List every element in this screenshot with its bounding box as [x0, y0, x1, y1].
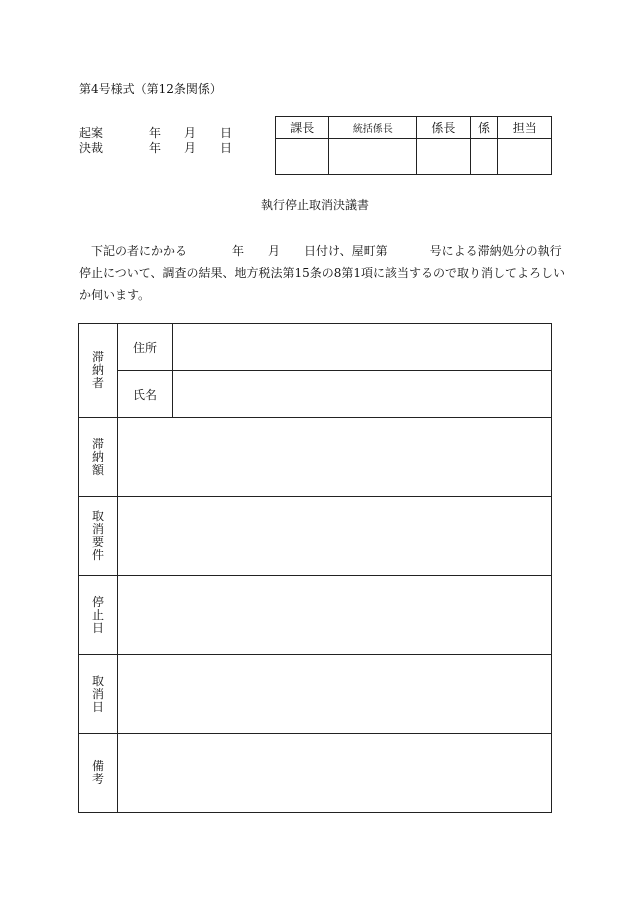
body-line-3: か伺います。	[79, 288, 151, 302]
form-number: 第4号様式（第12条関係）	[79, 82, 222, 96]
document-title: 執行停止取消決議書	[260, 198, 369, 212]
body-line-2: 停止について、調査の結果、地方税法第15条の8第1項に該当するので取り消してよろしい	[79, 266, 566, 280]
body-text-segment: 号による滞納処分の執行	[429, 244, 562, 258]
body-text-segment: 下記の者にかかる	[79, 244, 188, 258]
details-table	[78, 323, 552, 813]
label-char: 考	[91, 772, 104, 786]
body-paragraph	[79, 240, 566, 306]
body-text-segment: 日付け、屋町第	[304, 244, 388, 258]
cancellation-date-label	[79, 655, 118, 734]
body-line-1	[79, 240, 562, 262]
label-char: 者	[91, 376, 104, 390]
approval-header-general-chief: 統括係長	[329, 117, 417, 139]
label-char: 滞	[91, 436, 104, 451]
label-char: 納	[91, 363, 104, 377]
label-char: 要	[91, 535, 104, 549]
address-field[interactable]	[173, 324, 552, 371]
suspension-date-label	[79, 576, 118, 655]
label-char: 消	[91, 522, 104, 536]
suspension-date-field[interactable]	[118, 576, 552, 655]
stamp-cell[interactable]	[470, 139, 498, 175]
approval-date-row	[79, 139, 249, 155]
label-char: 取	[91, 673, 104, 688]
label-char: 件	[91, 548, 104, 562]
label-char: 滞	[91, 350, 104, 364]
name-label: 氏名	[118, 371, 173, 418]
draft-date-row	[79, 124, 249, 140]
decision-label: 決裁	[79, 141, 104, 155]
cancellation-requirements-label	[79, 497, 118, 576]
label-char: 額	[91, 462, 104, 477]
approval-stamp-table	[275, 116, 552, 175]
approval-header-staff: 係	[470, 117, 498, 139]
draft-label: 起案	[79, 126, 104, 140]
stamp-cell[interactable]	[329, 139, 417, 175]
approval-header-subsection-chief: 係長	[417, 117, 470, 139]
approval-header-person-in-charge: 担当	[498, 117, 552, 139]
body-year-label: 年	[232, 244, 245, 258]
label-char: 備	[91, 759, 104, 773]
label-char: 停	[91, 594, 104, 609]
body-month-label: 月	[268, 244, 281, 258]
draft-day-label: 日	[220, 126, 233, 140]
label-char: 日	[91, 620, 104, 635]
label-char: 納	[91, 449, 104, 464]
stamp-cell[interactable]	[417, 139, 470, 175]
cancellation-date-field[interactable]	[118, 655, 552, 734]
draft-year-label: 年	[149, 126, 162, 140]
label-char: 取	[91, 509, 104, 523]
draft-month-label: 月	[184, 126, 197, 140]
address-label: 住所	[118, 324, 173, 371]
decision-month-label: 月	[184, 141, 197, 155]
remarks-field[interactable]	[118, 734, 552, 813]
name-field[interactable]	[173, 371, 552, 418]
remarks-label	[79, 734, 118, 813]
label-char: 止	[91, 607, 104, 622]
decision-day-label: 日	[220, 141, 233, 155]
label-char: 消	[91, 686, 104, 701]
stamp-cell[interactable]	[276, 139, 329, 175]
delinquent-label	[79, 324, 118, 418]
stamp-cell[interactable]	[498, 139, 552, 175]
cancellation-requirements-field[interactable]	[118, 497, 552, 576]
label-char: 日	[91, 699, 104, 714]
decision-year-label: 年	[149, 141, 162, 155]
delinquent-amount-field[interactable]	[118, 418, 552, 497]
approval-header-section-chief: 課長	[276, 117, 329, 139]
delinquent-amount-label	[79, 418, 118, 497]
